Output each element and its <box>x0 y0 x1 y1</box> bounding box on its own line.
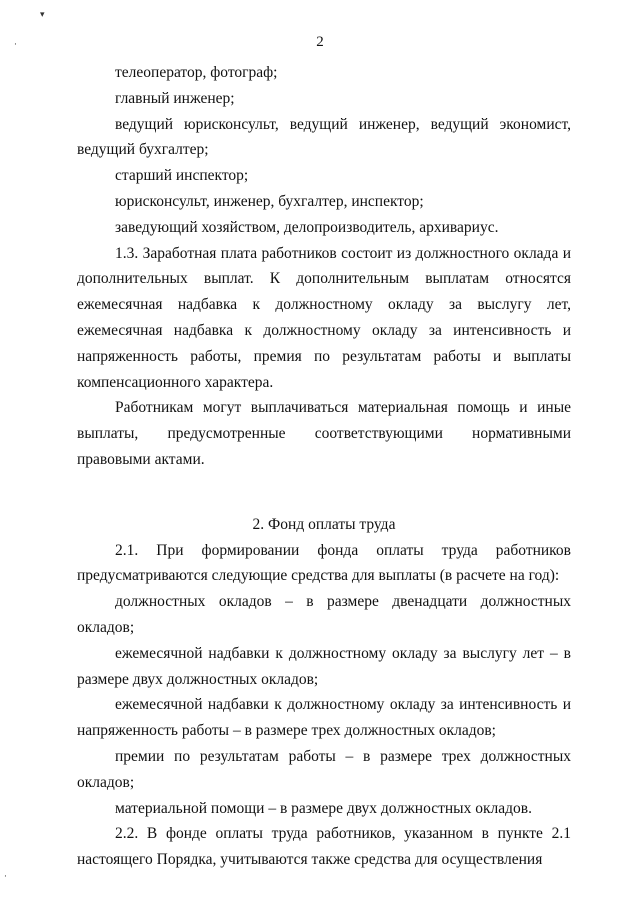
paragraph-1-3: 1.3. Заработная плата работников состоит из должностного оклада и дополнительных выплат. К дополнительным выплатам относятся ежемесячная надбавка к должностному окладу за выслугу лет, ежемесячная надбавка к должностному окладу за интенсивность и напряженность работы, премия по результатам работы и выплаты компенсационного характера. <box>77 244 571 391</box>
list-item: должностных окладов – в размере двенадцати должностных окладов; <box>77 593 571 636</box>
paragraph-material-aid: Работникам могут выплачиваться материальная помощь и иные выплаты, предусмотренные соответствующими нормативными правовыми актами. <box>77 399 571 468</box>
document-body <box>77 60 571 873</box>
scan-mark: ▾ <box>40 10 45 20</box>
list-item: материальной помощи – в размере двух должностных окладов. <box>115 799 532 817</box>
scan-mark: · <box>4 872 7 882</box>
page-number: 2 <box>316 34 324 50</box>
list-item: старший инспектор; <box>115 167 249 185</box>
paragraph-2-2: 2.2. В фонде оплаты труда работников, указанном в пункте 2.1 настоящего Порядка, учитываются также средства для осуществления <box>77 825 571 869</box>
list-item: телеоператор, фотограф; <box>115 64 278 81</box>
paragraph-2-1: 2.1. При формировании фонда оплаты труда работников предусматриваются следующие средства для выплаты (в расчете на год): <box>77 541 571 585</box>
scan-mark: · <box>14 40 17 50</box>
list-item: премии по результатам работы – в размере трех должностных окладов; <box>77 747 571 791</box>
list-item: ежемесячной надбавки к должностному окладу за интенсивность и напряженность работы – в размере трех должностных окладов; <box>77 696 571 740</box>
list-item: главный инженер; <box>115 89 235 107</box>
list-item: заведующий хозяйством, делопроизводитель, архивариус. <box>115 218 499 236</box>
list-item: юрисконсульт, инженер, бухгалтер, инспектор; <box>115 192 424 210</box>
list-item: ежемесячной надбавки к должностному окладу за выслугу лет – в размере двух должностных окладов; <box>77 644 571 688</box>
list-item: ведущий юрисконсульт, ведущий инженер, ведущий экономист, ведущий бухгалтер; <box>77 115 571 159</box>
section-title: 2. Фонд оплаты труда <box>252 515 396 533</box>
